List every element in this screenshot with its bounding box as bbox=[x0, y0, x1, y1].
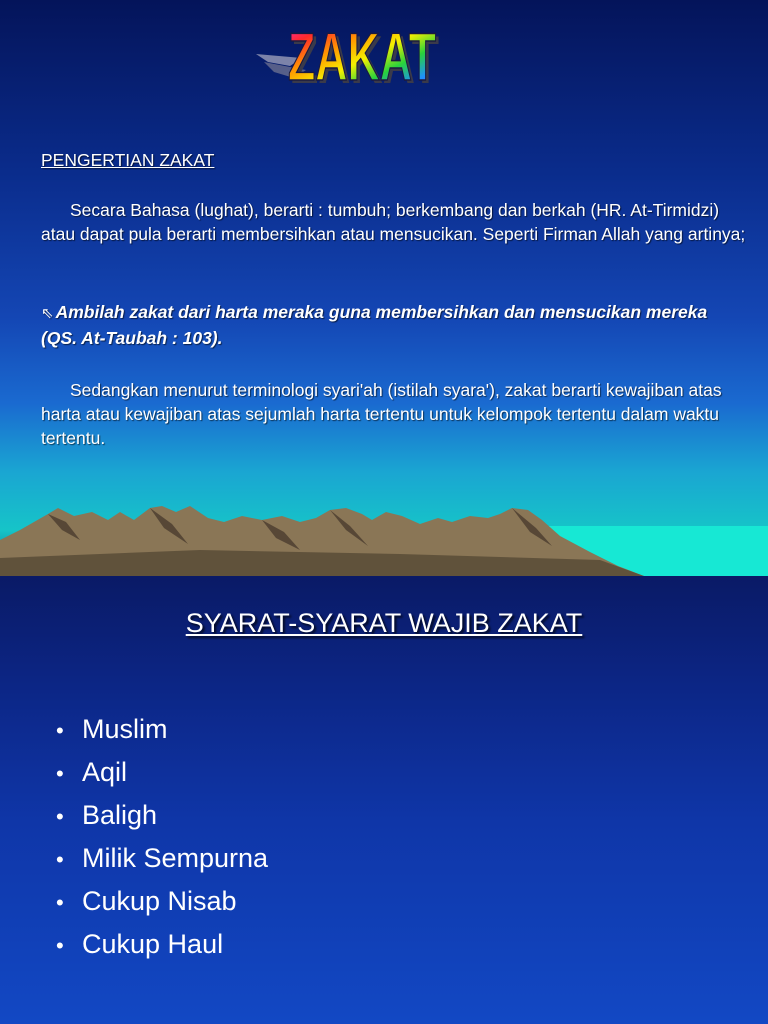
list-item-label: Cukup Haul bbox=[82, 929, 224, 959]
slide-zakat-requirements bbox=[0, 576, 768, 1024]
list-item-label: Aqil bbox=[82, 757, 128, 787]
list-item bbox=[56, 880, 268, 923]
bullet-icon: • bbox=[56, 804, 64, 829]
list-item bbox=[56, 837, 268, 880]
title-text: ZAKAT bbox=[288, 19, 436, 90]
quran-quote bbox=[41, 300, 741, 350]
terminology-paragraph: Sedangkan menurut terminologi syari'ah (istilah syara'), zakat berarti kewajiban atas harta atau kewajiban atas sejumlah harta tertentu untuk kelompok tertentu dalam waktu tertentu. bbox=[41, 380, 722, 448]
requirements-title: SYARAT-SYARAT WAJIB ZAKAT bbox=[185, 608, 583, 638]
bullet-icon: • bbox=[56, 933, 64, 958]
zakat-wordart bbox=[250, 14, 450, 90]
list-item-label: Baligh bbox=[82, 800, 158, 830]
zakat-title-logo bbox=[250, 14, 450, 90]
requirements-list bbox=[56, 708, 268, 966]
list-item-label: Milik Sempurna bbox=[82, 843, 269, 873]
section-heading: PENGERTIAN ZAKAT bbox=[41, 150, 215, 170]
quote-text: Ambilah zakat dari harta meraka guna membersihkan dan mensucikan mereka (QS. At-Taubah : 103). bbox=[41, 302, 708, 348]
title-text-shadow: ZAKAT bbox=[291, 22, 439, 90]
list-item bbox=[56, 794, 268, 837]
bullet-icon: • bbox=[56, 718, 64, 743]
list-item bbox=[56, 923, 268, 966]
list-item bbox=[56, 751, 268, 794]
definition-paragraph: Secara Bahasa (lughat), berarti : tumbuh; berkembang dan berkah (HR. At-Tirmidzi) atau dapat pula berarti membersihkan atau mensucikan. Seperti Firman Allah yang artinya; bbox=[41, 200, 746, 244]
bullet-icon: • bbox=[56, 890, 64, 915]
bullet-icon: • bbox=[56, 761, 64, 786]
bullet-icon: • bbox=[56, 847, 64, 872]
list-item-label: Muslim bbox=[82, 714, 168, 744]
arrow-icon: ⇖ bbox=[41, 305, 54, 322]
list-item-label: Cukup Nisab bbox=[82, 886, 237, 916]
list-item bbox=[56, 708, 268, 751]
mountain-landscape bbox=[0, 500, 768, 576]
